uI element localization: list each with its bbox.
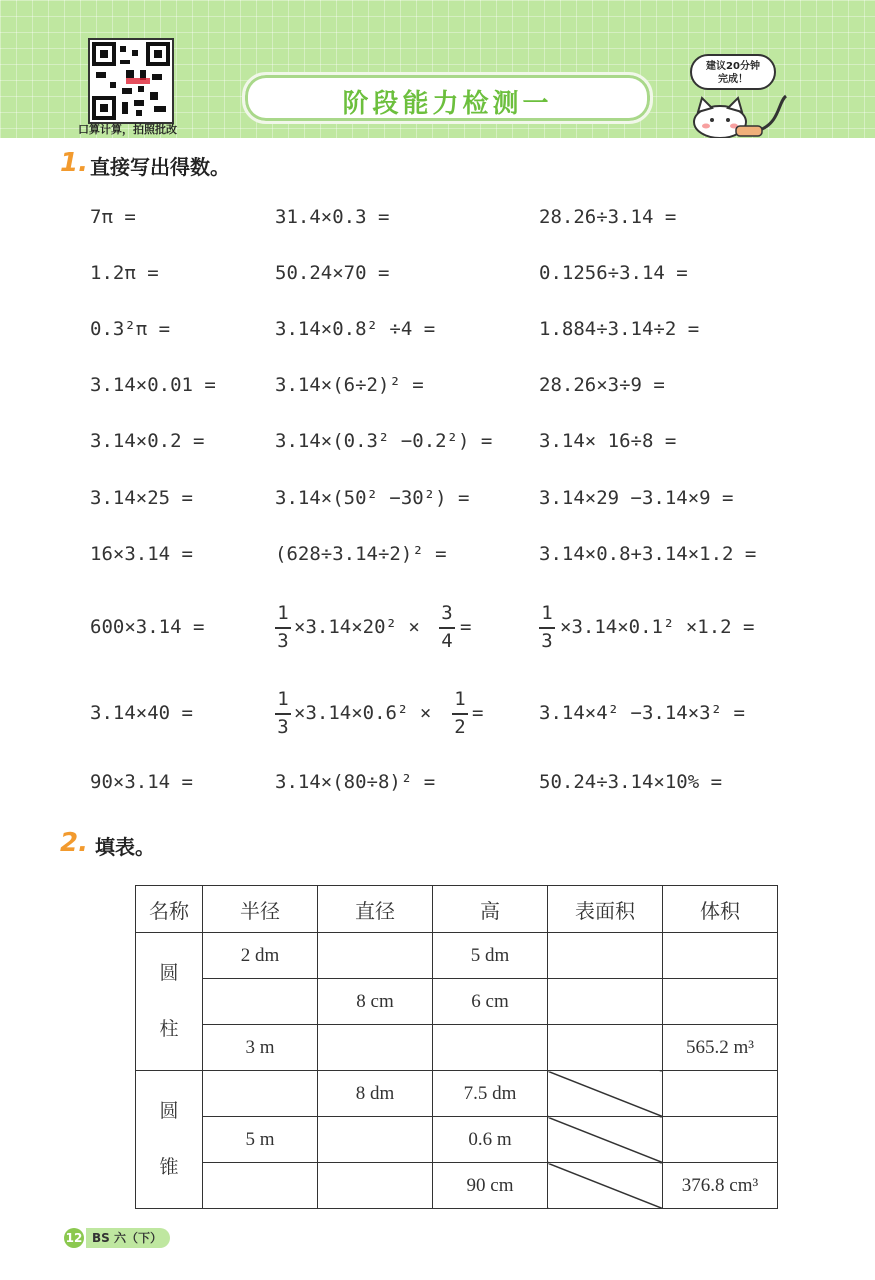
frac-r9c2-num: 1	[277, 688, 289, 710]
table-cell[interactable]	[548, 979, 663, 1025]
problem-r10-c2: 3.14×(80÷8)² =	[275, 771, 436, 793]
crossed-out-cell	[548, 1163, 663, 1209]
frac-r8c3-num: 1	[541, 602, 553, 624]
title-banner	[242, 72, 653, 124]
table-cell[interactable]	[318, 1025, 433, 1071]
table-cell[interactable]: 90 cm	[433, 1163, 548, 1209]
cone-label-1: 圆	[159, 1100, 179, 1122]
problem-r1-c2: 31.4×0.3 =	[275, 206, 390, 228]
crossed-out-cell	[548, 1117, 663, 1163]
problem-r1-c1: 7π =	[90, 206, 136, 228]
table-header-row	[136, 886, 778, 933]
problem-r6-c3: 3.14×29 −3.14×9 =	[539, 487, 734, 509]
header-height: 高	[433, 886, 548, 933]
section-2-number: 2.	[60, 828, 88, 858]
frac-bar	[439, 627, 455, 629]
frac-r8c2-num: 1	[277, 602, 289, 624]
problem-r2-c1: 1.2π =	[90, 262, 159, 284]
table-cell[interactable]: 8 dm	[318, 1071, 433, 1117]
cat-mascot-icon	[690, 92, 790, 138]
table-row	[136, 1071, 778, 1117]
qr-caption: 口算计算，拍照批改	[78, 123, 177, 136]
header-volume: 体积	[663, 886, 778, 933]
table-cell[interactable]: 5 dm	[433, 933, 548, 979]
page-number: 12	[64, 1228, 84, 1248]
table-cell[interactable]: 6 cm	[433, 979, 548, 1025]
table-row	[136, 1025, 778, 1071]
fill-in-table	[135, 885, 778, 1209]
problem-r3-c3: 1.884÷3.14÷2 =	[539, 318, 700, 340]
problem-r8-c3-rest: ×3.14×0.1² ×1.2 =	[560, 616, 755, 638]
table-cell[interactable]: 8 cm	[318, 979, 433, 1025]
table-row	[136, 1117, 778, 1163]
table-cell[interactable]	[548, 933, 663, 979]
table-row	[136, 933, 778, 979]
problem-r2-c3: 0.1256÷3.14 =	[539, 262, 688, 284]
crossed-out-cell	[548, 1071, 663, 1117]
problem-r6-c1: 3.14×25 =	[90, 487, 193, 509]
frac-bar	[275, 713, 291, 715]
problem-r1-c3: 28.26÷3.14 =	[539, 206, 677, 228]
table-cell[interactable]	[318, 1163, 433, 1209]
problem-r9-c3: 3.14×4² −3.14×3² =	[539, 702, 745, 724]
problem-r9-c1: 3.14×40 =	[90, 702, 193, 724]
table-cell[interactable]	[203, 1071, 318, 1117]
table-cell[interactable]	[203, 1163, 318, 1209]
frac-bar	[452, 713, 468, 715]
frac-r8c2-den: 3	[277, 630, 289, 652]
cylinder-label	[136, 933, 203, 1071]
table-cell[interactable]	[318, 1117, 433, 1163]
problem-r6-c2: 3.14×(50² −30²) =	[275, 487, 470, 509]
page-header	[0, 0, 875, 138]
bubble-line-1: 建议20分钟	[706, 61, 760, 72]
problem-r5-c1: 3.14×0.2 =	[90, 430, 205, 452]
problem-r3-c2: 3.14×0.8² ÷4 =	[275, 318, 436, 340]
table-cell[interactable]	[203, 979, 318, 1025]
header-diameter: 直径	[318, 886, 433, 933]
table-cell[interactable]	[318, 933, 433, 979]
problem-r9-c2-end: =	[472, 702, 484, 724]
time-suggestion-bubble	[690, 54, 776, 90]
problem-r10-c3: 50.24÷3.14×10% =	[539, 771, 723, 793]
problem-r5-c2: 3.14×(0.3² −0.2²) =	[275, 430, 493, 452]
table-cell[interactable]: 5 m	[203, 1117, 318, 1163]
table-cell[interactable]	[663, 933, 778, 979]
problem-r8-c2-end: =	[460, 616, 472, 638]
header-surface-area: 表面积	[548, 886, 663, 933]
table-cell[interactable]: 2 dm	[203, 933, 318, 979]
table-cell[interactable]	[433, 1025, 548, 1071]
qr-code-icon[interactable]	[88, 38, 174, 124]
footer-label: BS 六（下）	[86, 1228, 170, 1248]
frac-r8c2b-den: 4	[441, 630, 453, 652]
problem-r2-c2: 50.24×70 =	[275, 262, 390, 284]
frac-r8c2b-num: 3	[441, 602, 453, 624]
table-cell[interactable]: 3 m	[203, 1025, 318, 1071]
table-cell[interactable]	[663, 1117, 778, 1163]
frac-r9c2-den: 3	[277, 716, 289, 738]
table-cell[interactable]	[548, 1025, 663, 1071]
table-cell[interactable]	[663, 1071, 778, 1117]
problem-r7-c2: (628÷3.14÷2)² =	[275, 543, 447, 565]
problem-r4-c3: 28.26×3÷9 =	[539, 374, 665, 396]
page-title: 阶段能力检测一	[342, 89, 553, 119]
cylinder-label-2: 柱	[159, 1018, 179, 1040]
problem-r8-c1: 600×3.14 =	[90, 616, 205, 638]
table-cell[interactable]: 565.2 m³	[663, 1025, 778, 1071]
frac-r8c3-den: 3	[541, 630, 553, 652]
problem-r3-c1: 0.3²π =	[90, 318, 171, 340]
problem-r7-c3: 3.14×0.8+3.14×1.2 =	[539, 543, 757, 565]
problem-r5-c3: 3.14× 16÷8 =	[539, 430, 677, 452]
problem-r9-c2-mid: ×3.14×0.6² ×	[294, 702, 432, 724]
header-name: 名称	[136, 886, 203, 933]
bubble-line-2: 完成！	[718, 74, 748, 85]
frac-bar	[539, 627, 555, 629]
section-1-number: 1.	[60, 148, 88, 178]
problem-r4-c2: 3.14×(6÷2)² =	[275, 374, 424, 396]
section-1-title: 直接写出得数。	[90, 155, 230, 179]
table-cell[interactable]: 7.5 dm	[433, 1071, 548, 1117]
frac-r9c2b-num: 1	[454, 688, 466, 710]
table-row	[136, 1163, 778, 1209]
table-cell[interactable]: 0.6 m	[433, 1117, 548, 1163]
table-cell[interactable]: 376.8 cm³	[663, 1163, 778, 1209]
table-cell[interactable]	[663, 979, 778, 1025]
section-2-title: 填表。	[95, 835, 155, 859]
cylinder-label-1: 圆	[159, 962, 179, 984]
problem-r4-c1: 3.14×0.01 =	[90, 374, 216, 396]
table-row	[136, 979, 778, 1025]
problem-r10-c1: 90×3.14 =	[90, 771, 193, 793]
header-radius: 半径	[203, 886, 318, 933]
problem-r8-c2-mid: ×3.14×20² ×	[294, 616, 420, 638]
frac-r9c2b-den: 2	[454, 716, 466, 738]
frac-bar	[275, 627, 291, 629]
problem-r7-c1: 16×3.14 =	[90, 543, 193, 565]
cone-label-2: 锥	[159, 1156, 179, 1178]
cone-label	[136, 1071, 203, 1209]
